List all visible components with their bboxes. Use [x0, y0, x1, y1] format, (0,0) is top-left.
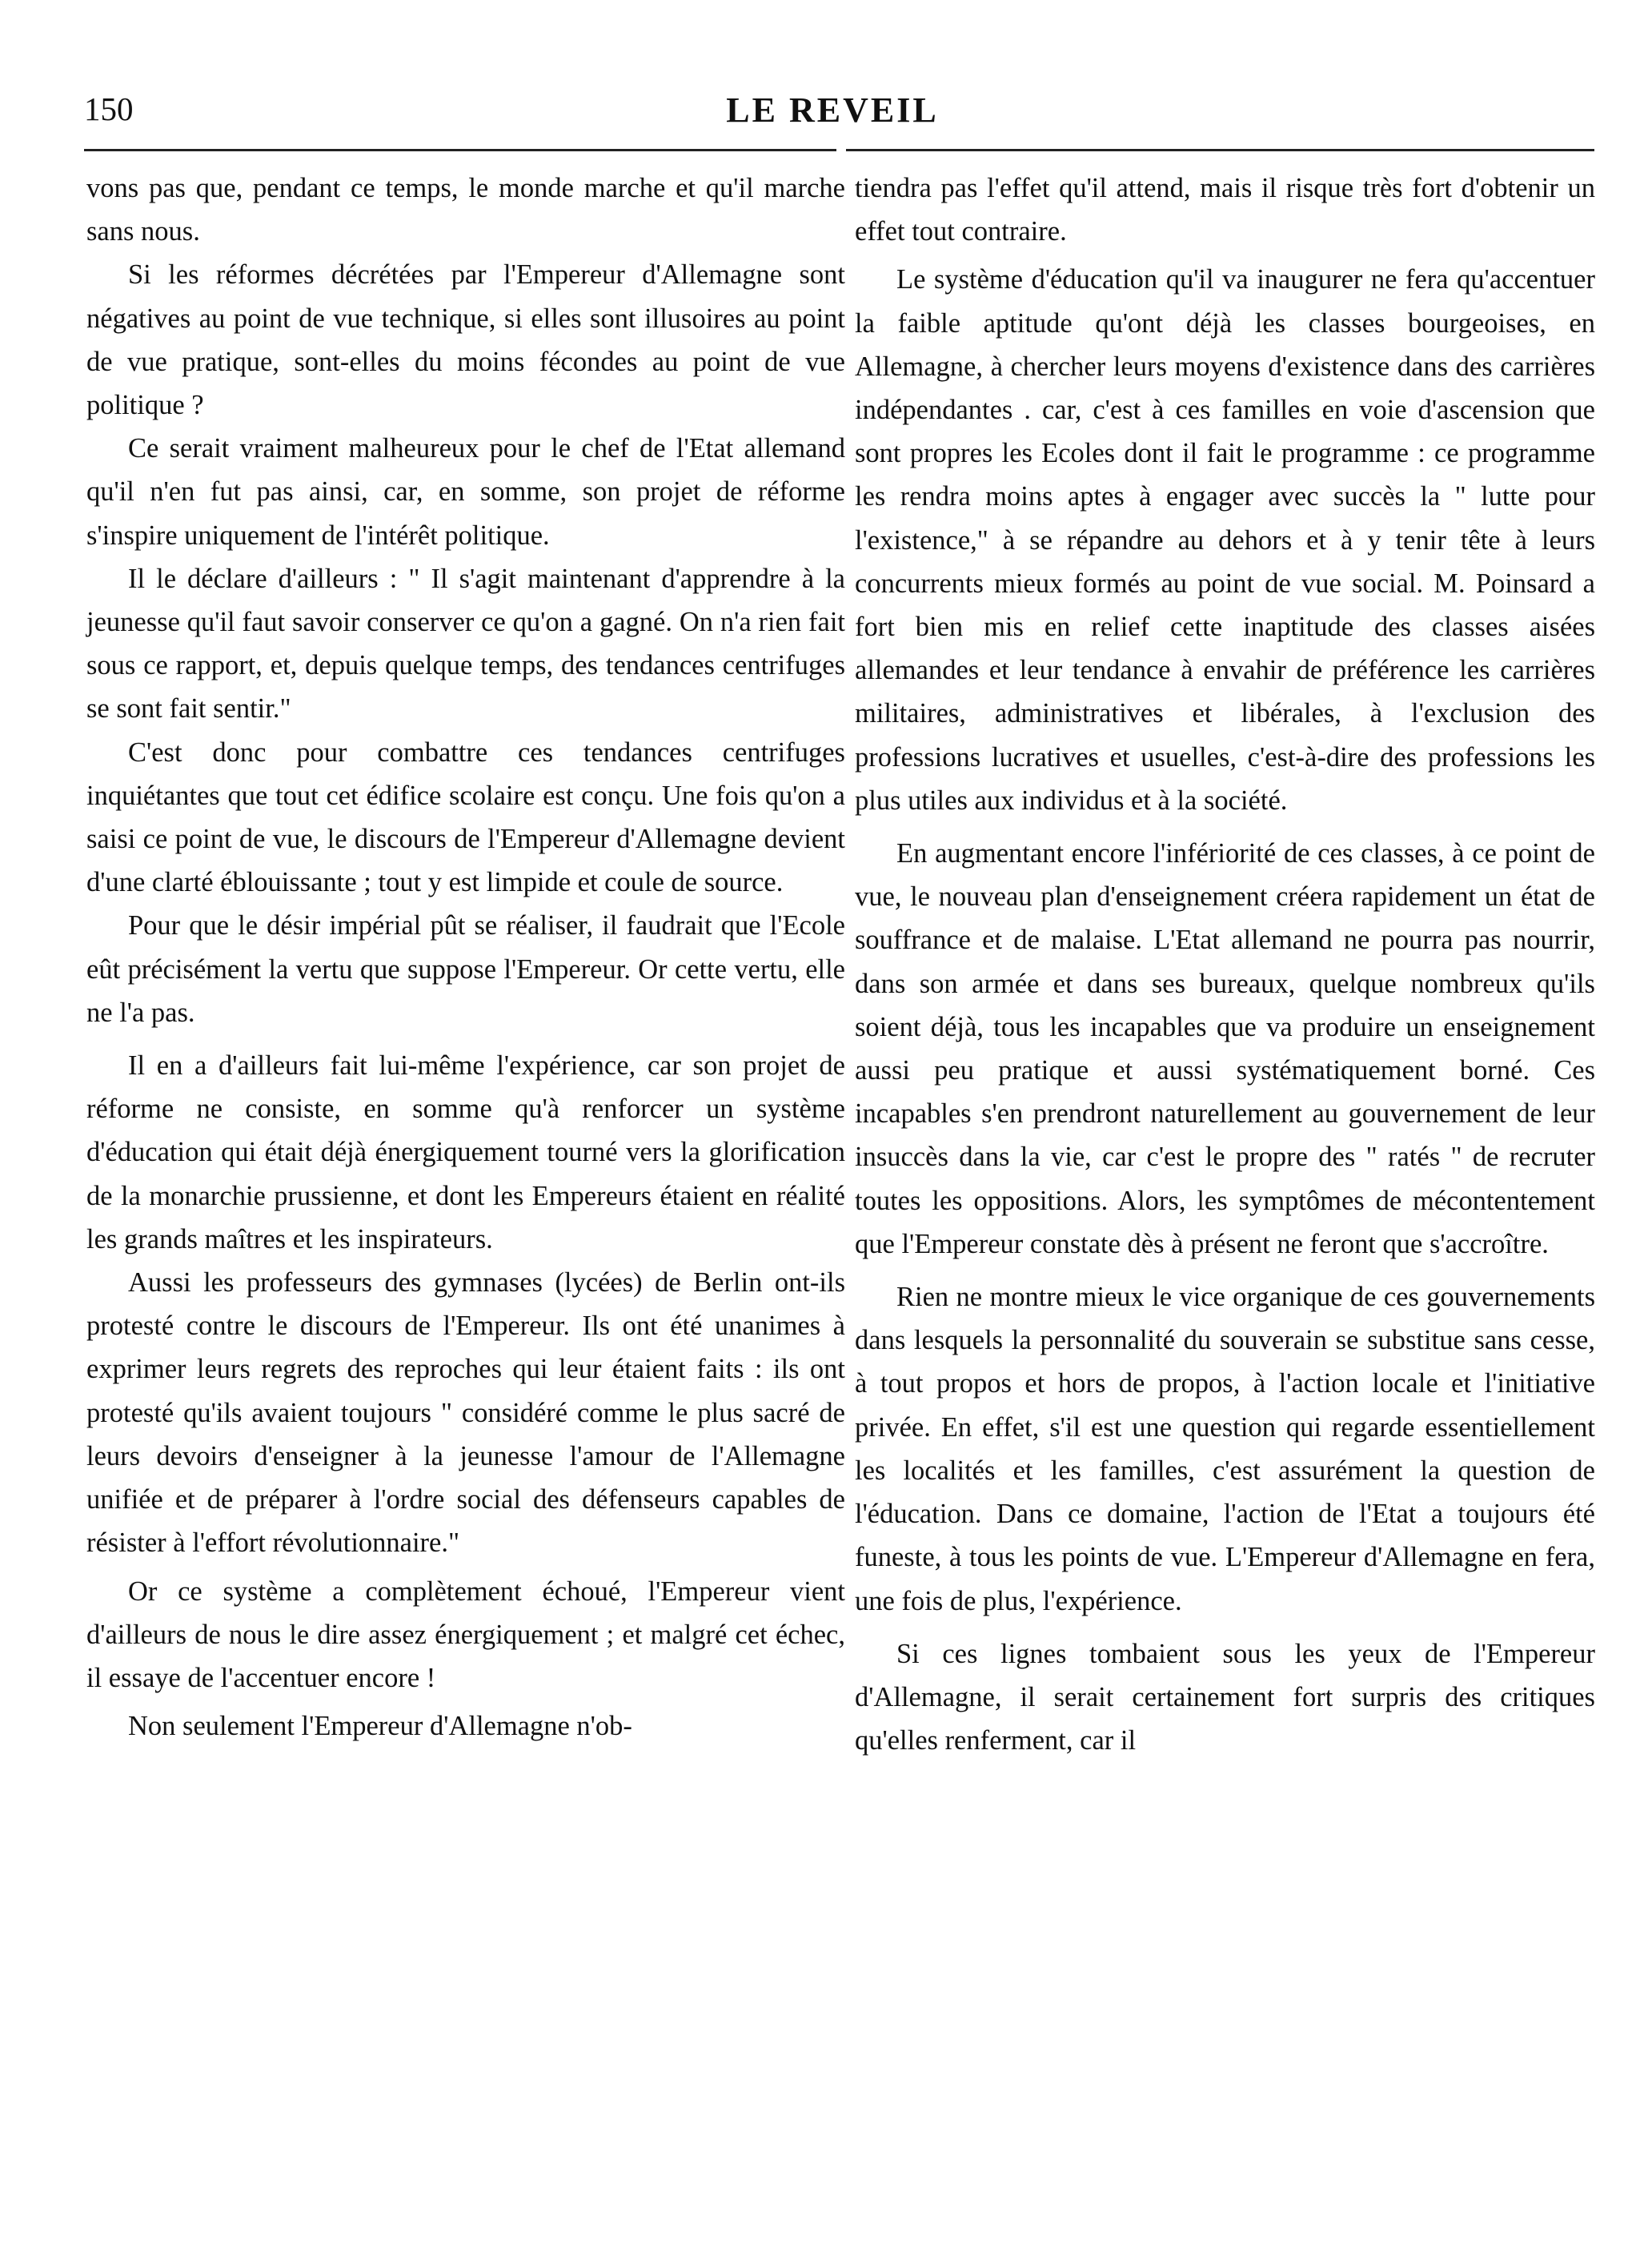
paragraph: C'est donc pour combattre ces tendances centrifuges inquiétantes que tout cet édifice scolaire est conçu. Une fois qu'on a saisi ce point de vue, le discours de l'Empereur d'Allemagne devient d'une clarté éblouissante ; tout y est limpide et coule de source. — [86, 737, 845, 898]
left-column — [86, 167, 845, 1748]
paragraph: Il le déclare d'ailleurs : " Il s'agit maintenant d'apprendre à la jeunesse qu'il faut savoir conserver ce qu'on a gagné. On n'a rien fait sous ce rapport, et, depuis quelque temps, des tendances centrifuges se sont fait sentir." — [86, 563, 845, 725]
paragraph: Pour que le désir impérial pût se réaliser, il faudrait que l'Ecole eût précisément la vertu que suppose l'Empereur. Or cette vertu, elle ne l'a pas. — [86, 910, 845, 1028]
header-rule-right — [846, 149, 1594, 151]
paragraph: Si les réformes décrétées par l'Empereur d'Allemagne sont négatives au point de vue technique, si elles sont illusoires au point de vue pratique, sont-elles du moins fécondes au point de vue politique ? — [86, 259, 845, 421]
paragraph: En augmentant encore l'infériorité de ces classes, à ce point de vue, le nouveau plan d'enseignement créera rapidement un état de souffrance et de malaise. L'Etat allemand ne pourra pas nourrir, dans son armée et dans ses bureaux, quelque nombreux qu'ils soient déjà, tous les incapables que va produire un enseignement aussi peu pratique et aussi systématiquement borné. Ces incapables s'en prendront naturellement au gouvernement de leur insuccès dans la vie, car c'est le propre des " ratés " de recruter toutes les oppositions. Alors, les symptômes de mécontentement que l'Empereur constate dès à présent ne feront que s'accroître. — [855, 838, 1595, 1259]
page-header — [84, 82, 1581, 138]
paragraph: Aussi les professeurs des gymnases (lycées) de Berlin ont-ils protesté contre le discours de l'Empereur. Ils ont été unanimes à exprimer leurs regrets des reproches qui leur étaient faits : ils ont protesté qu'ils avaient toujours " considéré comme le plus sacré de leurs devoirs d'enseigner à la jeunesse l'amour de l'Allemagne unifiée et de préparer à l'ordre social des défenseurs capables de résister à l'effort révolutionnaire." — [86, 1267, 845, 1559]
paragraph: vons pas que, pendant ce temps, le monde marche et qu'il marche sans nous. — [86, 173, 845, 247]
paragraph: Rien ne montre mieux le vice organique de ces gouvernements dans lesquels la personnalité du souverain se substitue sans cesse, à tout propos et hors de propos, à l'action locale et l'initiative privée. En effet, s'il est une question qui regarde essentiellement les localités et les familles, c'est assurément la question de l'éducation. Dans ce domaine, l'action de l'Etat a toujours été funeste, à tous les points de vue. L'Empereur d'Allemagne en fera, une fois de plus, l'expérience. — [855, 1282, 1595, 1616]
paragraph: Non seulement l'Empereur d'Allemagne n'ob- — [128, 1711, 632, 1742]
paragraph: Il en a d'ailleurs fait lui-même l'expérience, car son projet de réforme ne consiste, en somme qu'à renforcer un système d'éducation qui était déjà énergiquement tourné vers la glorification de la monarchie prussienne, et dont les Empereurs étaient en réalité les grands maîtres et les inspirateurs. — [86, 1050, 845, 1254]
paragraph: tiendra pas l'effet qu'il attend, mais il risque très fort d'obtenir un effet tout contraire. — [855, 173, 1595, 247]
paragraph: Le système d'éducation qu'il va inaugurer ne fera qu'accentuer la faible aptitude qu'ont déjà les classes bourgeoises, en Allemagne, à chercher leurs moyens d'existence dans des carrières indépendantes . car, c'est à ces familles en voie d'ascension que sont propres les Ecoles dont il fait le programme : ce programme les rendra moins aptes à engager avec succès la " lutte pour l'existence," à se répandre au dehors et à y tenir tête à leurs concurrents mieux formés au point de vue social. M. Poinsard a fort bien mis en relief cette inaptitude des classes aisées allemandes et leur tendance à envahir de préférence les carrières militaires, administratives et libérales, à l'exclusion des professions lucratives et usuelles, c'est-à-dire des professions les plus utiles aux individus et à la société. — [855, 264, 1595, 816]
paragraph: Ce serait vraiment malheureux pour le chef de l'Etat allemand qu'il n'en fut pas ainsi, car, en somme, son projet de réforme s'inspire uniquement de l'intérêt politique. — [86, 433, 845, 551]
right-column — [855, 167, 1595, 1762]
paragraph: Or ce système a complètement échoué, l'Empereur vient d'ailleurs de nous le dire assez énergiquement ; et malgré cet échec, il essaye de l'accentuer encore ! — [86, 1576, 845, 1693]
page-number: 150 — [84, 90, 134, 127]
paragraph: Si ces lignes tombaient sous les yeux de l'Empereur d'Allemagne, il serait certainement fort surpris des critiques qu'elles renferment, car il — [855, 1638, 1595, 1756]
running-title: LE REVEIL — [726, 90, 939, 130]
header-rule-left — [84, 149, 836, 151]
